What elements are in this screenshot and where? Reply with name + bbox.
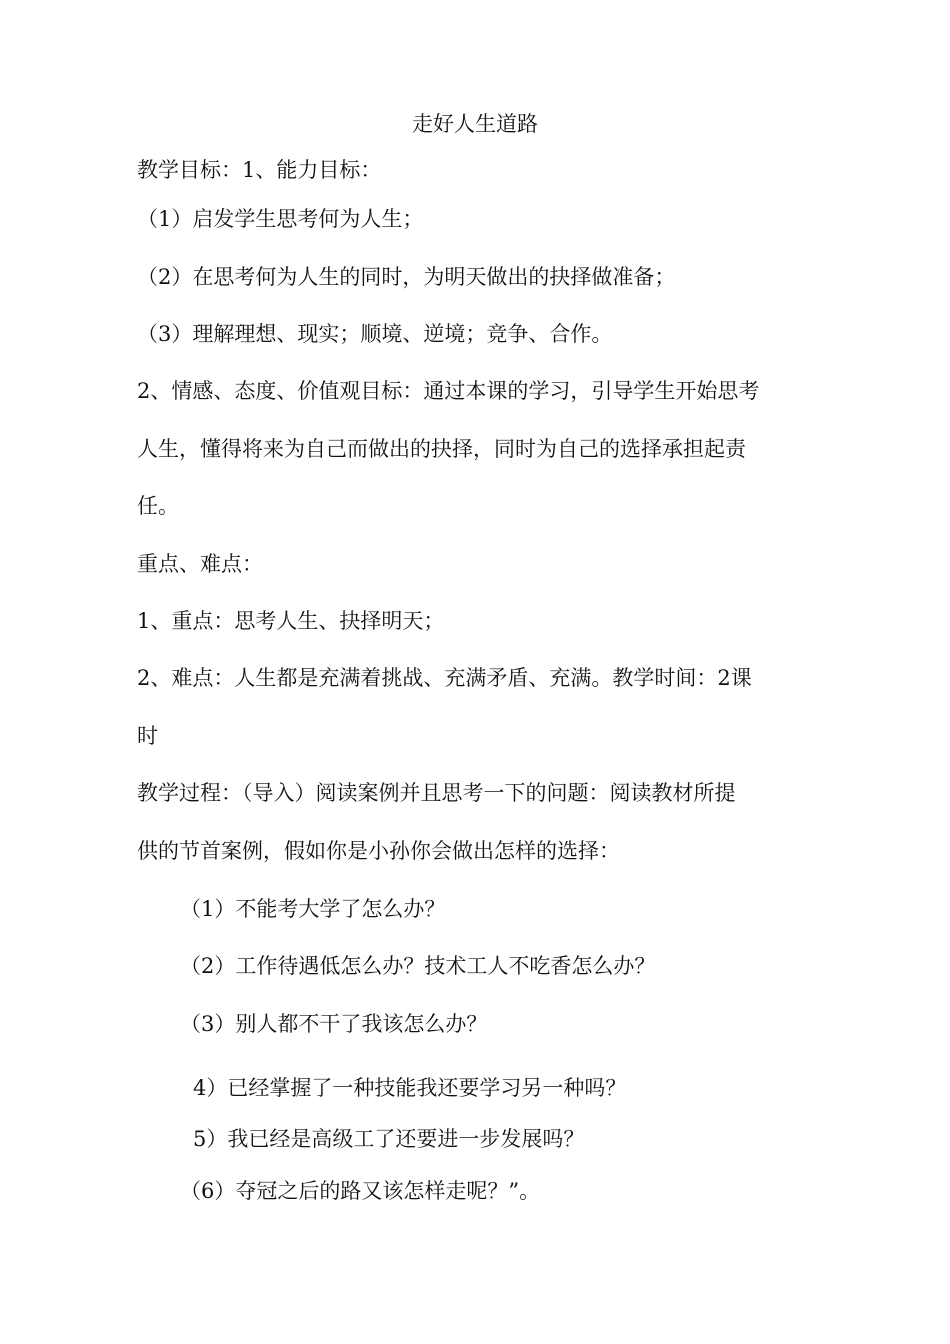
- list-item: 5）我已经是高级工了还要进一步发展吗？: [193, 1127, 585, 1151]
- paragraph-line: 人生，懂得将来为自己而做出的抉择，同时为自己的选择承担起责: [137, 437, 746, 461]
- list-item: （2）工作待遇低怎么办？技术工人不吃香怎么办？: [180, 954, 656, 978]
- list-item: （6）夺冠之后的路又该怎样走呢？”。: [180, 1179, 541, 1203]
- paragraph-line: 时: [137, 724, 158, 748]
- paragraph-line: 2、情感、态度、价值观目标：通过本课的学习，引导学生开始思考: [137, 379, 760, 403]
- paragraph-line: 2、难点：人生都是充满着挑战、充满矛盾、充满。教学时间：2课: [137, 666, 752, 690]
- paragraph-line: 任。: [137, 494, 179, 518]
- section-heading: 重点、难点：: [137, 552, 263, 576]
- document-title: 走好人生道路: [412, 112, 538, 136]
- paragraph-line: （1）启发学生思考何为人生；: [137, 207, 424, 231]
- paragraph-line: 教学目标：1、能力目标：: [137, 158, 382, 182]
- list-item: 4）已经掌握了一种技能我还要学习另一种吗？: [193, 1076, 627, 1100]
- list-item: （1）不能考大学了怎么办？: [180, 897, 446, 921]
- paragraph-line: 1、重点：思考人生、抉择明天；: [137, 609, 445, 633]
- paragraph-line: 教学过程：（导入）阅读案例并且思考一下的问题：阅读教材所提: [137, 781, 736, 805]
- paragraph-line: 供的节首案例，假如你是小孙你会做出怎样的选择：: [137, 839, 620, 863]
- paragraph-line: （3）理解理想、现实；顺境、逆境；竞争、合作。: [137, 322, 613, 346]
- paragraph-line: （2）在思考何为人生的同时，为明天做出的抉择做准备；: [137, 265, 676, 289]
- list-item: （3）别人都不干了我该怎么办？: [180, 1012, 488, 1036]
